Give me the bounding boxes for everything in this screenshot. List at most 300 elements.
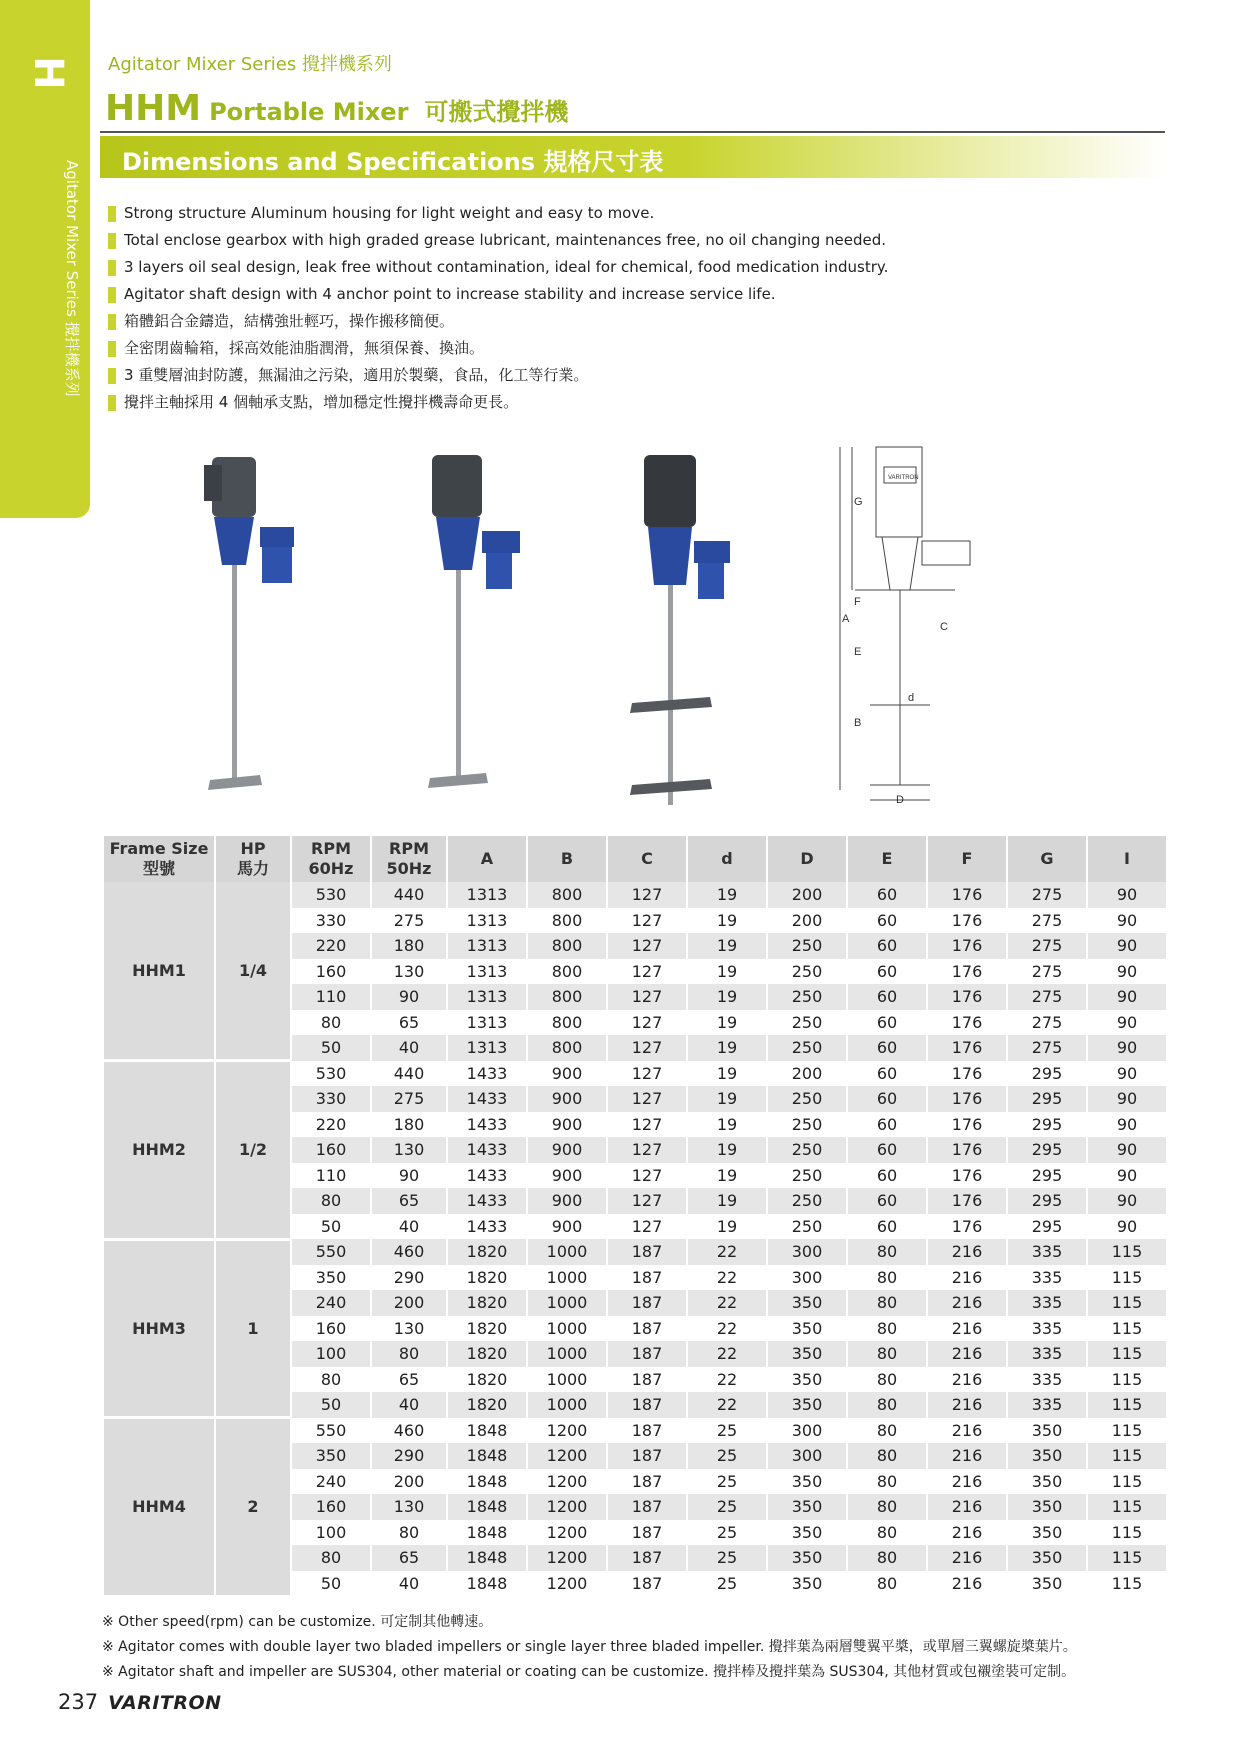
table-cell: 216 bbox=[927, 1265, 1007, 1291]
mixer-photo-3 bbox=[630, 455, 730, 805]
table-cell: 187 bbox=[607, 1418, 687, 1444]
table-cell: 1848 bbox=[447, 1545, 527, 1571]
header-col-e: E bbox=[847, 836, 927, 882]
table-cell: 1313 bbox=[447, 1010, 527, 1036]
bullet-marker bbox=[108, 233, 116, 249]
page-number: 237 bbox=[58, 1690, 99, 1714]
table-cell: 176 bbox=[927, 1086, 1007, 1112]
table-cell: 127 bbox=[607, 908, 687, 934]
table-cell: 350 bbox=[767, 1494, 847, 1520]
diagram-label-f: F bbox=[854, 596, 861, 608]
table-cell: 1313 bbox=[447, 959, 527, 985]
table-cell: 80 bbox=[847, 1469, 927, 1495]
spec-table bbox=[102, 836, 1168, 1598]
feature-item bbox=[108, 281, 1108, 308]
table-cell: 275 bbox=[1007, 882, 1087, 908]
feature-text: 3 layers oil seal design, leak free without contamination, ideal for chemical, food medication industry. bbox=[124, 258, 889, 276]
table-cell: 275 bbox=[1007, 933, 1087, 959]
table-cell: 65 bbox=[371, 1188, 447, 1214]
table-cell: 295 bbox=[1007, 1061, 1087, 1087]
table-cell: 200 bbox=[371, 1290, 447, 1316]
table-cell: 60 bbox=[847, 1112, 927, 1138]
table-cell: 250 bbox=[767, 959, 847, 985]
table-cell: 335 bbox=[1007, 1265, 1087, 1291]
table-cell: 90 bbox=[371, 984, 447, 1010]
table-cell: 127 bbox=[607, 1010, 687, 1036]
table-cell: 187 bbox=[607, 1392, 687, 1418]
table-cell: 130 bbox=[371, 1137, 447, 1163]
table-cell: 80 bbox=[847, 1367, 927, 1393]
table-cell: 130 bbox=[371, 959, 447, 985]
table-cell: 1200 bbox=[527, 1443, 607, 1469]
table-cell: 127 bbox=[607, 984, 687, 1010]
table-cell: 115 bbox=[1087, 1571, 1167, 1597]
table-cell: 295 bbox=[1007, 1112, 1087, 1138]
series-label: Agitator Mixer Series 攪拌機系列 bbox=[108, 54, 392, 75]
note-item: ※ Other speed(rpm) can be customize. 可定制其他轉速。 bbox=[102, 1614, 493, 1630]
table-cell: 295 bbox=[1007, 1137, 1087, 1163]
table-cell: 900 bbox=[527, 1112, 607, 1138]
table-cell: 19 bbox=[687, 1137, 767, 1163]
table-cell: 216 bbox=[927, 1290, 1007, 1316]
feature-item bbox=[108, 389, 1108, 416]
table-cell: 22 bbox=[687, 1392, 767, 1418]
table-cell: 350 bbox=[1007, 1494, 1087, 1520]
table-cell: 80 bbox=[847, 1494, 927, 1520]
table-cell: 1200 bbox=[527, 1469, 607, 1495]
table-cell: 176 bbox=[927, 1010, 1007, 1036]
table-cell: 250 bbox=[767, 933, 847, 959]
table-cell: 1000 bbox=[527, 1316, 607, 1342]
table-cell: 25 bbox=[687, 1443, 767, 1469]
table-cell: 176 bbox=[927, 933, 1007, 959]
table-cell: 80 bbox=[847, 1290, 927, 1316]
table-cell: 187 bbox=[607, 1316, 687, 1342]
table-cell: 350 bbox=[767, 1571, 847, 1597]
feature-text: 攪拌主軸採用 4 個軸承支點，增加穩定性攪拌機壽命更長。 bbox=[124, 393, 519, 411]
feature-text: 全密閉齒輪箱，採高效能油脂潤滑，無須保養、換油。 bbox=[124, 339, 485, 357]
table-cell: 80 bbox=[847, 1316, 927, 1342]
table-cell: 330 bbox=[291, 1086, 371, 1112]
table-cell: 1848 bbox=[447, 1520, 527, 1546]
table-cell: 80 bbox=[847, 1265, 927, 1291]
table-cell: 80 bbox=[847, 1418, 927, 1444]
table-cell: 187 bbox=[607, 1265, 687, 1291]
table-cell: 65 bbox=[371, 1545, 447, 1571]
table-cell: 115 bbox=[1087, 1265, 1167, 1291]
table-cell: 90 bbox=[1087, 933, 1167, 959]
table-cell: 800 bbox=[527, 882, 607, 908]
bullet-marker bbox=[108, 206, 116, 222]
table-cell: 1433 bbox=[447, 1112, 527, 1138]
table-cell: 216 bbox=[927, 1316, 1007, 1342]
table-cell: 216 bbox=[927, 1392, 1007, 1418]
table-cell: 1313 bbox=[447, 1035, 527, 1061]
table-cell: 330 bbox=[291, 908, 371, 934]
header-col-a: A bbox=[447, 836, 527, 882]
table-cell: 22 bbox=[687, 1341, 767, 1367]
table-cell: 1848 bbox=[447, 1443, 527, 1469]
table-cell: 80 bbox=[847, 1341, 927, 1367]
frame-size-cell: HHM3 bbox=[103, 1239, 215, 1418]
table-row bbox=[103, 882, 1167, 908]
table-cell: 350 bbox=[767, 1341, 847, 1367]
bullet-marker bbox=[108, 314, 116, 330]
table-cell: 216 bbox=[927, 1545, 1007, 1571]
table-cell: 176 bbox=[927, 882, 1007, 908]
feature-text: 3 重雙層油封防護，無漏油之污染，適用於製藥，食品，化工等行業。 bbox=[124, 366, 589, 384]
table-cell: 1433 bbox=[447, 1086, 527, 1112]
table-cell: 800 bbox=[527, 1010, 607, 1036]
table-cell: 90 bbox=[371, 1163, 447, 1189]
table-cell: 216 bbox=[927, 1494, 1007, 1520]
diagram-label-a: A bbox=[842, 613, 850, 625]
table-cell: 1313 bbox=[447, 882, 527, 908]
table-cell: 275 bbox=[1007, 1035, 1087, 1061]
table-cell: 200 bbox=[767, 882, 847, 908]
table-cell: 100 bbox=[291, 1341, 371, 1367]
table-cell: 65 bbox=[371, 1010, 447, 1036]
table-cell: 160 bbox=[291, 959, 371, 985]
table-cell: 216 bbox=[927, 1341, 1007, 1367]
table-cell: 1200 bbox=[527, 1545, 607, 1571]
table-cell: 50 bbox=[291, 1571, 371, 1597]
title-divider bbox=[100, 131, 1165, 133]
table-cell: 115 bbox=[1087, 1316, 1167, 1342]
table-cell: 19 bbox=[687, 1035, 767, 1061]
table-cell: 250 bbox=[767, 1163, 847, 1189]
table-cell: 240 bbox=[291, 1290, 371, 1316]
table-cell: 60 bbox=[847, 959, 927, 985]
frame-size-cell: HHM1 bbox=[103, 882, 215, 1061]
table-cell: 115 bbox=[1087, 1494, 1167, 1520]
table-cell: 90 bbox=[1087, 1214, 1167, 1240]
table-cell: 900 bbox=[527, 1188, 607, 1214]
table-cell: 216 bbox=[927, 1520, 1007, 1546]
table-cell: 550 bbox=[291, 1418, 371, 1444]
table-cell: 60 bbox=[847, 882, 927, 908]
header-rpm-50hz: RPM 50Hz bbox=[371, 836, 447, 882]
table-cell: 350 bbox=[1007, 1418, 1087, 1444]
table-cell: 127 bbox=[607, 933, 687, 959]
table-cell: 250 bbox=[767, 1137, 847, 1163]
table-cell: 900 bbox=[527, 1086, 607, 1112]
table-cell: 176 bbox=[927, 1137, 1007, 1163]
table-cell: 1433 bbox=[447, 1214, 527, 1240]
table-cell: 1433 bbox=[447, 1137, 527, 1163]
table-cell: 440 bbox=[371, 882, 447, 908]
table-cell: 1313 bbox=[447, 933, 527, 959]
table-cell: 115 bbox=[1087, 1520, 1167, 1546]
table-cell: 80 bbox=[291, 1367, 371, 1393]
table-cell: 115 bbox=[1087, 1443, 1167, 1469]
table-cell: 1313 bbox=[447, 908, 527, 934]
table-row bbox=[103, 1239, 1167, 1265]
table-cell: 22 bbox=[687, 1367, 767, 1393]
table-cell: 160 bbox=[291, 1137, 371, 1163]
header-col-d-small: d bbox=[687, 836, 767, 882]
diagram-label-d: D bbox=[896, 794, 904, 806]
table-cell: 127 bbox=[607, 1188, 687, 1214]
table-cell: 250 bbox=[767, 1010, 847, 1036]
table-cell: 216 bbox=[927, 1571, 1007, 1597]
table-cell: 1820 bbox=[447, 1290, 527, 1316]
table-cell: 130 bbox=[371, 1494, 447, 1520]
table-cell: 80 bbox=[371, 1520, 447, 1546]
table-cell: 220 bbox=[291, 933, 371, 959]
table-cell: 250 bbox=[767, 1188, 847, 1214]
feature-list bbox=[108, 200, 1108, 416]
table-cell: 40 bbox=[371, 1392, 447, 1418]
table-cell: 187 bbox=[607, 1367, 687, 1393]
note-item: ※ Agitator shaft and impeller are SUS304, other material or coating can be customize. 攪拌棒及攪拌葉為 SUS304, 其他材質或包襯塗裝可定制。 bbox=[102, 1664, 1076, 1680]
table-cell: 127 bbox=[607, 882, 687, 908]
table-cell: 90 bbox=[1087, 1035, 1167, 1061]
table-cell: 60 bbox=[847, 933, 927, 959]
table-cell: 60 bbox=[847, 984, 927, 1010]
table-cell: 19 bbox=[687, 1061, 767, 1087]
header-col-c: C bbox=[607, 836, 687, 882]
table-cell: 65 bbox=[371, 1367, 447, 1393]
table-cell: 530 bbox=[291, 1061, 371, 1087]
table-cell: 350 bbox=[291, 1265, 371, 1291]
table-cell: 200 bbox=[767, 908, 847, 934]
table-cell: 176 bbox=[927, 984, 1007, 1010]
table-cell: 1820 bbox=[447, 1367, 527, 1393]
table-cell: 275 bbox=[1007, 908, 1087, 934]
table-cell: 160 bbox=[291, 1494, 371, 1520]
hp-cell: 2 bbox=[215, 1418, 291, 1597]
page-footer bbox=[58, 1690, 222, 1714]
table-cell: 50 bbox=[291, 1214, 371, 1240]
table-cell: 60 bbox=[847, 1010, 927, 1036]
header-col-f: F bbox=[927, 836, 1007, 882]
table-cell: 187 bbox=[607, 1290, 687, 1316]
table-cell: 80 bbox=[847, 1392, 927, 1418]
table-cell: 60 bbox=[847, 908, 927, 934]
table-cell: 290 bbox=[371, 1443, 447, 1469]
diagram-plate-text: VARITRON bbox=[888, 475, 919, 481]
table-cell: 127 bbox=[607, 1035, 687, 1061]
table-cell: 90 bbox=[1087, 959, 1167, 985]
table-cell: 1848 bbox=[447, 1418, 527, 1444]
table-cell: 25 bbox=[687, 1494, 767, 1520]
table-cell: 25 bbox=[687, 1469, 767, 1495]
table-cell: 22 bbox=[687, 1239, 767, 1265]
table-cell: 1820 bbox=[447, 1239, 527, 1265]
table-cell: 180 bbox=[371, 1112, 447, 1138]
table-cell: 290 bbox=[371, 1265, 447, 1291]
table-cell: 1313 bbox=[447, 984, 527, 1010]
table-cell: 900 bbox=[527, 1061, 607, 1087]
table-cell: 1820 bbox=[447, 1316, 527, 1342]
table-cell: 1433 bbox=[447, 1163, 527, 1189]
table-cell: 19 bbox=[687, 1010, 767, 1036]
table-cell: 127 bbox=[607, 1112, 687, 1138]
table-cell: 1000 bbox=[527, 1392, 607, 1418]
table-cell: 275 bbox=[371, 1086, 447, 1112]
table-cell: 1433 bbox=[447, 1188, 527, 1214]
table-cell: 250 bbox=[767, 1112, 847, 1138]
table-cell: 80 bbox=[371, 1341, 447, 1367]
section-banner bbox=[100, 136, 1165, 178]
table-cell: 216 bbox=[927, 1367, 1007, 1393]
header-hp: HP 馬力 bbox=[215, 836, 291, 882]
table-cell: 216 bbox=[927, 1239, 1007, 1265]
feature-text: Total enclose gearbox with high graded grease lubricant, maintenances free, no oil changing needed. bbox=[124, 231, 887, 249]
table-cell: 800 bbox=[527, 1035, 607, 1061]
feature-text: Strong structure Aluminum housing for light weight and easy to move. bbox=[124, 204, 655, 222]
table-cell: 350 bbox=[291, 1443, 371, 1469]
table-cell: 19 bbox=[687, 1112, 767, 1138]
frame-size-cell: HHM4 bbox=[103, 1418, 215, 1597]
table-cell: 90 bbox=[1087, 1188, 1167, 1214]
table-cell: 176 bbox=[927, 908, 1007, 934]
table-cell: 460 bbox=[371, 1239, 447, 1265]
table-cell: 22 bbox=[687, 1316, 767, 1342]
table-cell: 115 bbox=[1087, 1469, 1167, 1495]
hp-cell: 1/4 bbox=[215, 882, 291, 1061]
table-cell: 50 bbox=[291, 1392, 371, 1418]
table-cell: 115 bbox=[1087, 1290, 1167, 1316]
feature-item bbox=[108, 362, 1108, 389]
diagram-label-e: E bbox=[854, 646, 862, 658]
header-col-i: I bbox=[1087, 836, 1167, 882]
diagram-label-d-small: d bbox=[908, 692, 915, 704]
table-cell: 350 bbox=[767, 1316, 847, 1342]
table-cell: 60 bbox=[847, 1035, 927, 1061]
table-cell: 40 bbox=[371, 1214, 447, 1240]
table-cell: 187 bbox=[607, 1443, 687, 1469]
table-cell: 800 bbox=[527, 933, 607, 959]
table-row bbox=[103, 1061, 1167, 1087]
bullet-marker bbox=[108, 395, 116, 411]
table-cell: 60 bbox=[847, 1188, 927, 1214]
table-cell: 350 bbox=[1007, 1469, 1087, 1495]
page-title bbox=[105, 88, 568, 129]
table-cell: 350 bbox=[767, 1367, 847, 1393]
table-row bbox=[103, 1418, 1167, 1444]
table-cell: 300 bbox=[767, 1239, 847, 1265]
spec-table-body bbox=[103, 882, 1167, 1596]
note-item: ※ Agitator comes with double layer two bladed impellers or single layer three bladed impeller. 攪拌葉為兩層雙翼平槳，或單層三翼螺旋槳葉片。 bbox=[102, 1639, 1077, 1655]
table-cell: 19 bbox=[687, 933, 767, 959]
table-cell: 25 bbox=[687, 1545, 767, 1571]
feature-text: Agitator shaft design with 4 anchor point to increase stability and increase service life. bbox=[124, 285, 776, 303]
hp-cell: 1 bbox=[215, 1239, 291, 1418]
diagram-label-c: C bbox=[940, 621, 948, 633]
table-cell: 176 bbox=[927, 959, 1007, 985]
table-cell: 180 bbox=[371, 933, 447, 959]
table-cell: 110 bbox=[291, 984, 371, 1010]
product-photos bbox=[180, 445, 980, 815]
table-cell: 176 bbox=[927, 1112, 1007, 1138]
table-cell: 335 bbox=[1007, 1392, 1087, 1418]
table-cell: 350 bbox=[767, 1392, 847, 1418]
table-cell: 300 bbox=[767, 1265, 847, 1291]
table-cell: 90 bbox=[1087, 1112, 1167, 1138]
table-cell: 250 bbox=[767, 1035, 847, 1061]
table-cell: 1000 bbox=[527, 1239, 607, 1265]
table-cell: 335 bbox=[1007, 1316, 1087, 1342]
table-cell: 1000 bbox=[527, 1265, 607, 1291]
table-cell: 60 bbox=[847, 1086, 927, 1112]
table-cell: 216 bbox=[927, 1443, 1007, 1469]
table-cell: 115 bbox=[1087, 1392, 1167, 1418]
table-cell: 1848 bbox=[447, 1469, 527, 1495]
table-cell: 240 bbox=[291, 1469, 371, 1495]
mixer-photo-1 bbox=[204, 457, 294, 790]
table-cell: 60 bbox=[847, 1214, 927, 1240]
model-subtitle: Portable Mixer bbox=[209, 98, 409, 126]
section-banner-text: Dimensions and Specifications 規格尺寸表 bbox=[122, 148, 664, 176]
table-cell: 295 bbox=[1007, 1163, 1087, 1189]
table-cell: 250 bbox=[767, 1086, 847, 1112]
table-cell: 1848 bbox=[447, 1494, 527, 1520]
table-cell: 127 bbox=[607, 1214, 687, 1240]
table-cell: 1200 bbox=[527, 1494, 607, 1520]
table-cell: 25 bbox=[687, 1571, 767, 1597]
table-cell: 900 bbox=[527, 1163, 607, 1189]
table-cell: 80 bbox=[291, 1545, 371, 1571]
table-cell: 115 bbox=[1087, 1545, 1167, 1571]
table-cell: 800 bbox=[527, 984, 607, 1010]
table-cell: 350 bbox=[1007, 1545, 1087, 1571]
table-cell: 275 bbox=[1007, 1010, 1087, 1036]
table-cell: 90 bbox=[1087, 1137, 1167, 1163]
bullet-marker bbox=[108, 260, 116, 276]
table-cell: 22 bbox=[687, 1290, 767, 1316]
header-col-g: G bbox=[1007, 836, 1087, 882]
table-cell: 187 bbox=[607, 1520, 687, 1546]
table-cell: 350 bbox=[767, 1545, 847, 1571]
side-tab-letter: H bbox=[25, 56, 71, 90]
table-cell: 80 bbox=[847, 1571, 927, 1597]
table-cell: 335 bbox=[1007, 1239, 1087, 1265]
table-cell: 90 bbox=[1087, 1163, 1167, 1189]
table-cell: 350 bbox=[767, 1290, 847, 1316]
mixer-photo-2 bbox=[428, 455, 520, 788]
table-cell: 335 bbox=[1007, 1367, 1087, 1393]
table-cell: 800 bbox=[527, 959, 607, 985]
table-cell: 275 bbox=[1007, 959, 1087, 985]
table-cell: 127 bbox=[607, 1137, 687, 1163]
table-cell: 90 bbox=[1087, 908, 1167, 934]
table-cell: 115 bbox=[1087, 1239, 1167, 1265]
table-cell: 187 bbox=[607, 1571, 687, 1597]
table-cell: 127 bbox=[607, 1086, 687, 1112]
hp-cell: 1/2 bbox=[215, 1061, 291, 1240]
table-header-row bbox=[103, 836, 1167, 882]
table-cell: 187 bbox=[607, 1545, 687, 1571]
table-cell: 295 bbox=[1007, 1188, 1087, 1214]
table-cell: 100 bbox=[291, 1520, 371, 1546]
table-cell: 90 bbox=[1087, 1061, 1167, 1087]
table-cell: 19 bbox=[687, 1163, 767, 1189]
table-cell: 350 bbox=[767, 1469, 847, 1495]
table-cell: 1000 bbox=[527, 1341, 607, 1367]
table-cell: 127 bbox=[607, 959, 687, 985]
table-cell: 60 bbox=[847, 1061, 927, 1087]
table-cell: 187 bbox=[607, 1341, 687, 1367]
brand-logo: VARITRON bbox=[108, 1692, 222, 1714]
table-cell: 1200 bbox=[527, 1571, 607, 1597]
table-cell: 187 bbox=[607, 1469, 687, 1495]
table-cell: 40 bbox=[371, 1035, 447, 1061]
table-cell: 900 bbox=[527, 1214, 607, 1240]
frame-size-cell: HHM2 bbox=[103, 1061, 215, 1240]
feature-item bbox=[108, 308, 1108, 335]
